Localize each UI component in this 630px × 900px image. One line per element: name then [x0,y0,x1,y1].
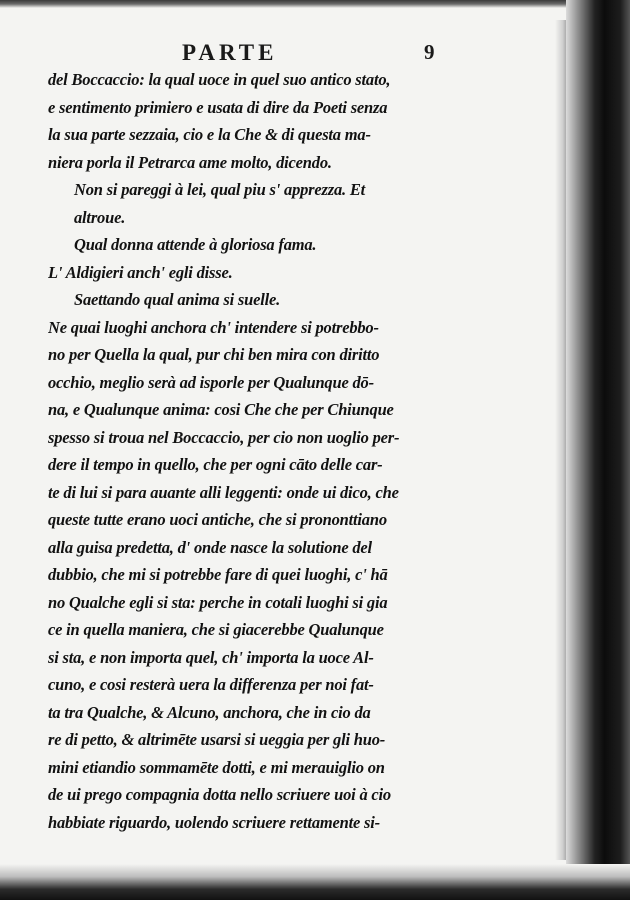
page-bottom-edge [0,864,630,900]
text-line: dubbio, che mi si potrebbe fare di quei luoghi, c' hā [48,565,388,584]
text-line: niera porla il Petrarca ame molto, dicendo. [48,152,332,172]
text-line: no per Quella la qual, pur chi ben mira con diritto [48,345,380,364]
verse-quote: Saettando qual anima si suelle. [74,290,281,309]
body-text [48,66,560,836]
text-line: habbiate riguardo, uolendo scriuere rettamente si- [48,812,380,832]
verse-quote: Qual donna attende à gloriosa fama. [74,235,317,254]
text-line: la sua parte sezzaia, cio e la Che & di questa ma- [48,125,371,144]
text-line: si sta, e non importa quel, ch' importa la uoce Al- [48,647,374,667]
text-line: occhio, meglio serà ad isporle per Qualunque dō- [48,372,374,392]
text-line: re di petto, & altrimēte usarsi si ueggia per gli huo- [48,730,386,749]
verse-quote: Non si pareggi à lei, qual piu s' apprezza. Et [74,180,366,199]
page-top-edge [0,0,630,8]
page-number: 9 [424,40,435,64]
text-line: alla guisa predetta, d' onde nasce la solutione del [48,537,372,557]
text-line: spesso si troua nel Boccaccio, per cio non uoglio per- [48,427,400,447]
text-line: dere il tempo in quello, che per ogni cāto delle car- [48,455,383,474]
text-line: ce in quella maniera, che si giacerebbe Qualunque [48,620,384,639]
text-line: de ui prego compagnia dotta nello scriuere uoi à cio [48,785,391,804]
running-head: PARTE [182,40,278,65]
text-line: altroue. [74,207,126,227]
book-spine-shadow [566,0,630,900]
text-line: L' Aldigieri anch' egli disse. [48,262,233,282]
text-line: ta tra Qualche, & Alcuno, anchora, che in cio da [48,702,371,722]
text-line: te di lui si para auante alli leggenti: onde ui dico, che [48,482,399,502]
text-line: e sentimento primiero e usata di dire da Poeti senza [48,97,388,117]
text-line: mini etiandio sommamēte dotti, e mi merauiglio on [48,757,385,777]
text-line: del Boccaccio: la qual uoce in quel suo antico stato, [48,70,391,89]
text-line: queste tutte erano uoci antiche, che si prononttiano [48,510,387,529]
text-line: na, e Qualunque anima: cosi Che che per Chiunque [48,400,394,419]
text-line: Ne quai luoghi anchora ch' intendere si potrebbo- [48,317,379,337]
text-line: no Qualche egli si sta: perche in cotali luoghi si gia [48,592,388,612]
text-line: cuno, e cosi resterà uera la differenza per noi fat- [48,675,374,694]
